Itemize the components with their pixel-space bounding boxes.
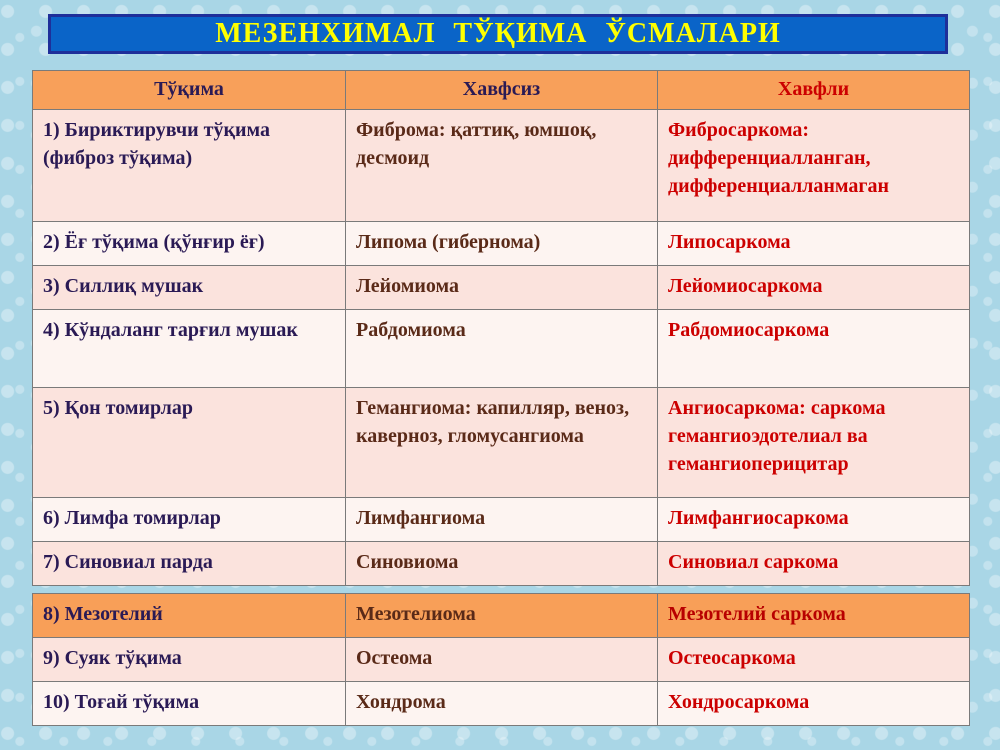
cell-malignant: Мезотелий саркома [658,594,970,638]
cell-benign: Гемангиома: капилляр, веноз, каверноз, гломусангиома [346,388,658,498]
cell-malignant: Липосаркома [658,222,970,266]
cell-benign: Рабдомиома [346,310,658,388]
cell-malignant: Фибросаркома: дифференциалланган, дифференциалланмаган [658,110,970,222]
cell-tissue: 7) Синовиал парда [33,542,346,586]
cell-tissue: 10) Тоғай тўқима [33,682,346,726]
table-row [33,682,970,726]
cell-malignant: Лейомиосаркома [658,266,970,310]
header-benign: Хавфсиз [346,71,658,110]
tumor-table [32,70,970,586]
table-row [33,498,970,542]
cell-malignant: Синовиал саркома [658,542,970,586]
cell-tissue: 6) Лимфа томирлар [33,498,346,542]
cell-benign: Липома (гибернома) [346,222,658,266]
cell-benign: Хондрома [346,682,658,726]
cell-tissue: 1) Бириктирувчи тўқима (фиброз тўқима) [33,110,346,222]
cell-tissue: 2) Ёғ тўқима (қўнғир ёғ) [33,222,346,266]
cell-malignant: Остеосаркома [658,638,970,682]
cell-malignant: Ангиосаркома: саркома гемангиоэдотелиал ва гемангиоперицитар [658,388,970,498]
cell-malignant: Рабдомиосаркома [658,310,970,388]
table-row [33,638,970,682]
table-row [33,110,970,222]
table-header-row [33,71,970,110]
cell-benign: Лимфангиома [346,498,658,542]
cell-malignant: Лимфангиосаркома [658,498,970,542]
cell-tissue: 9) Суяк тўқима [33,638,346,682]
cell-malignant: Хондросаркома [658,682,970,726]
table-row [33,222,970,266]
cell-benign: Лейомиома [346,266,658,310]
table-row [33,266,970,310]
cell-tissue: 3) Силлиқ мушак [33,266,346,310]
page-title: МЕЗЕНХИМАЛ ТЎҚИМА ЎСМАЛАРИ [48,14,948,54]
table-row [33,542,970,586]
cell-tissue: 5) Қон томирлар [33,388,346,498]
cell-tissue: 4) Кўндаланг тарғил мушак [33,310,346,388]
cell-benign: Фиброма: қаттиқ, юмшоқ, десмоид [346,110,658,222]
header-malignant: Хавфли [658,71,970,110]
cell-benign: Мезотелиома [346,594,658,638]
cell-benign: Синовиома [346,542,658,586]
header-tissue: Тўқима [33,71,346,110]
tumor-table-continued [32,593,970,726]
cell-benign: Остеома [346,638,658,682]
cell-tissue: 8) Мезотелий [33,594,346,638]
table-row [33,310,970,388]
table-row [33,594,970,638]
table-row [33,388,970,498]
